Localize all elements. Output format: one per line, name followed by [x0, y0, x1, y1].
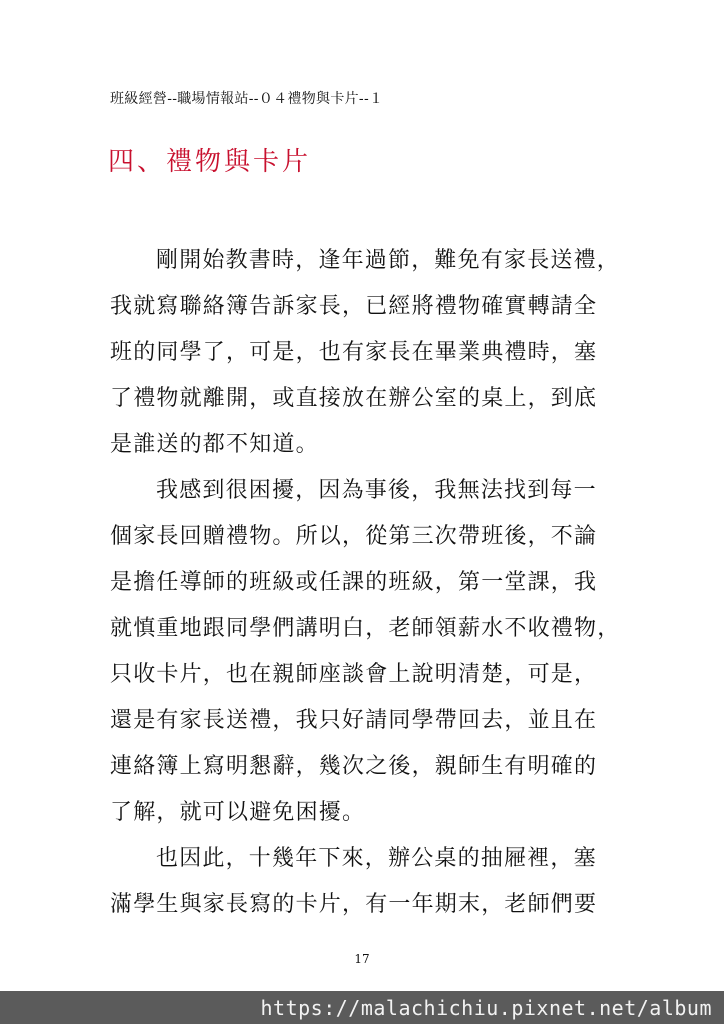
paragraph-2-line-1: 我感到很困擾，因為事後，我無法找到每一 — [156, 478, 597, 503]
paragraph-3-line-2: 滿學生與家長寫的卡片，有一年期末，老師們要 — [110, 892, 598, 917]
paragraph-1-line-1: 剛開始教書時，逢年過節，難免有家長送禮， — [156, 248, 621, 273]
paragraph-2-line-6: 還是有家長送禮，我只好請同學帶回去，並且在 — [110, 708, 598, 733]
paragraph-2-line-8: 了解，就可以避免困擾。 — [110, 800, 366, 825]
running-header: 班級經營--職場情報站--０４禮物與卡片--１ — [110, 91, 384, 107]
paragraph-2-line-3: 是擔任導師的班級或任課的班級，第一堂課，我 — [110, 570, 598, 595]
paragraph-1-line-5: 是誰送的都不知道。 — [110, 432, 319, 457]
paragraph-1-line-3: 班的同學了，可是，也有家長在畢業典禮時，塞 — [110, 340, 598, 365]
body-text — [110, 238, 630, 928]
watermark-bar — [0, 991, 724, 1024]
watermark-url: https://malachichiu.pixnet.net/album — [260, 996, 712, 1020]
chapter-title: 四、禮物與卡片 — [108, 147, 312, 177]
paragraph-1-line-4: 了禮物就離開，或直接放在辦公室的桌上，到底 — [110, 386, 598, 411]
paragraph-2-line-5: 只收卡片，也在親師座談會上說明清楚，可是， — [110, 662, 598, 687]
paragraph-1-line-2: 我就寫聯絡簿告訴家長，已經將禮物確實轉請全 — [110, 294, 598, 319]
paragraph-3-line-1: 也因此，十幾年下來，辦公桌的抽屜裡，塞 — [156, 846, 597, 871]
paragraph-2-line-2: 個家長回贈禮物。所以，從第三次帶班後，不論 — [110, 524, 598, 549]
paragraph-2-line-4: 就慎重地跟同學們講明白，老師領薪水不收禮物， — [110, 616, 621, 641]
page-number: 17 — [354, 952, 370, 966]
paragraph-2-line-7: 連絡簿上寫明懇辭，幾次之後，親師生有明確的 — [110, 754, 598, 779]
